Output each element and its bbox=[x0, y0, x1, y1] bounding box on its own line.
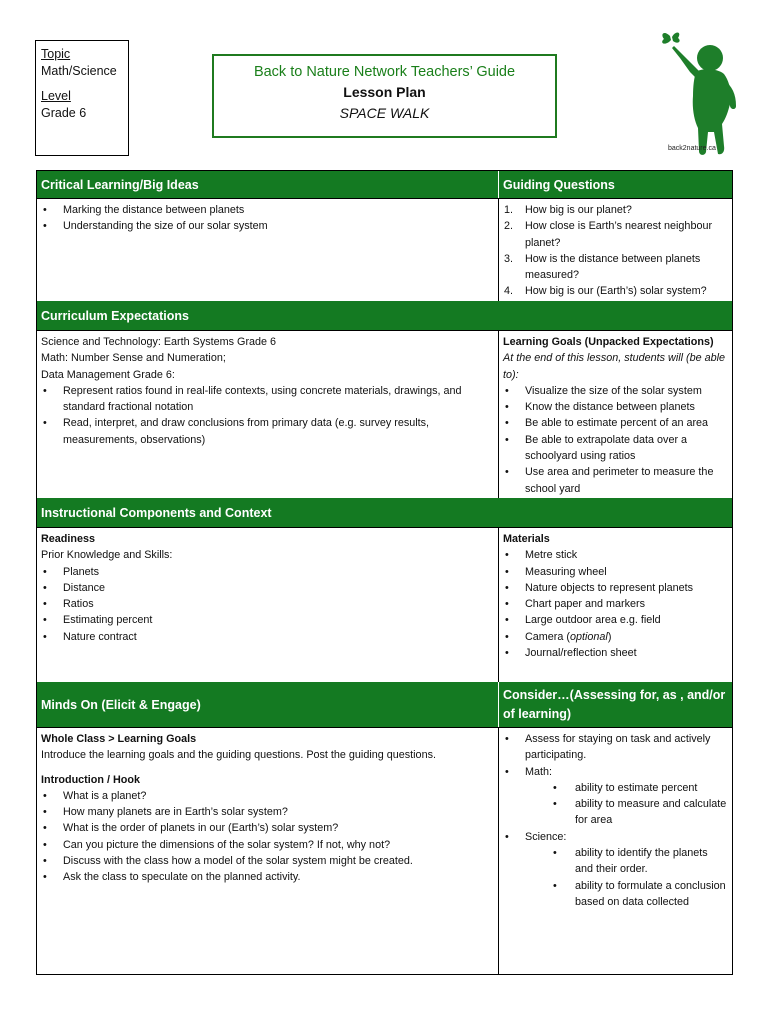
guide-title: Back to Nature Network Teachers’ Guide bbox=[253, 64, 516, 80]
materials-title: Materials bbox=[503, 533, 550, 545]
readiness-title: Readiness bbox=[41, 533, 96, 545]
minds-on-cell bbox=[37, 728, 498, 975]
list-item: • Visualize the size of the solar system bbox=[503, 383, 728, 399]
list-item: • Camera (optional) bbox=[503, 629, 728, 645]
list-item: • Assess for staying on task and actively participating. bbox=[503, 731, 728, 764]
list-item: • Metre stick bbox=[503, 547, 728, 563]
header-row-curriculum bbox=[37, 301, 732, 330]
list-item: • Marking the distance between planets bbox=[41, 202, 494, 218]
content-row-instructional bbox=[37, 527, 732, 683]
minds-on-heading: Minds On (Elicit & Engage) bbox=[41, 697, 201, 712]
child-butterfly-logo-icon bbox=[656, 28, 744, 160]
content-row-minds-on bbox=[37, 727, 732, 975]
header-row-minds-on bbox=[37, 682, 732, 727]
consider-cell bbox=[498, 728, 732, 975]
topic-level-box bbox=[35, 40, 129, 156]
learning-goals-title: Learning Goals (Unpacked Expectations) bbox=[503, 336, 714, 348]
learning-goals-intro: At the end of this lesson, students will (be able to): bbox=[503, 352, 726, 381]
list-item: • Large outdoor area e.g. field bbox=[503, 612, 728, 628]
list-item: • Measuring wheel bbox=[503, 564, 728, 580]
list-item: • Distance bbox=[41, 580, 494, 596]
curriculum-line: Science and Technology: Earth Systems Grade 6 bbox=[41, 336, 277, 348]
list-item: • Ask the class to speculate on the planned activity. bbox=[41, 869, 494, 885]
list-item: • Be able to extrapolate data over a schoolyard using ratios bbox=[503, 432, 728, 465]
level-label: Level bbox=[41, 89, 71, 103]
consider-heading: Consider…(Assessing for, as , and/or of learning) bbox=[498, 682, 732, 727]
readiness-intro: Prior Knowledge and Skills: bbox=[41, 549, 173, 562]
curriculum-line: Math: Number Sense and Numeration; bbox=[41, 352, 226, 365]
header-row-instructional bbox=[37, 498, 732, 527]
list-item: • Represent ratios found in real-life contexts, using concrete materials, drawings, and standard fractional notation bbox=[41, 383, 494, 416]
list-item: • Planets bbox=[41, 564, 494, 580]
content-row-critical bbox=[37, 198, 732, 302]
curriculum-line: Data Management Grade 6: bbox=[41, 368, 175, 381]
list-item: • Understanding the size of our solar system bbox=[41, 218, 494, 234]
list-item: • Ratios bbox=[41, 596, 494, 612]
list-item: • Journal/reflection sheet bbox=[503, 645, 728, 661]
learning-goals-cell bbox=[498, 331, 732, 499]
list-item: • Estimating percent bbox=[41, 612, 494, 628]
list-item: • Nature contract bbox=[41, 629, 494, 645]
list-item: • Science: bbox=[503, 829, 728, 845]
list-item: • How many planets are in Earth’s solar system? bbox=[41, 804, 494, 820]
list-item: 1. How big is our planet? bbox=[504, 204, 632, 216]
list-item: • ability to formulate a conclusion based on data collected bbox=[503, 878, 728, 911]
list-item: 4. How big is our (Earth’s) solar system? bbox=[504, 285, 707, 298]
list-item: • Nature objects to represent planets bbox=[503, 580, 728, 596]
list-item: • Know the distance between planets bbox=[503, 399, 728, 415]
list-item: • ability to identify the planets and their order. bbox=[503, 845, 728, 878]
intro-title: Introduction / Hook bbox=[41, 773, 140, 786]
topic-value: Math/Science bbox=[41, 64, 117, 78]
list-item: • What is a planet? bbox=[41, 788, 494, 804]
list-item: 2. How close is Earth’s nearest neighbour planet? bbox=[504, 220, 713, 249]
title-box bbox=[212, 54, 557, 138]
list-item: • ability to measure and calculate for area bbox=[503, 796, 728, 829]
level-value: Grade 6 bbox=[41, 106, 87, 120]
whole-class-text: Introduce the learning goals and the guiding questions. Post the guiding questions. bbox=[41, 749, 436, 762]
header-row-critical bbox=[37, 171, 732, 198]
instructional-heading: Instructional Components and Context bbox=[41, 505, 272, 520]
list-item: • Be able to estimate percent of an area bbox=[503, 415, 728, 431]
readiness-cell bbox=[37, 528, 498, 683]
curriculum-heading: Curriculum Expectations bbox=[41, 308, 189, 323]
list-item: 3. How is the distance between planets measured? bbox=[504, 252, 701, 282]
list-item: • Read, interpret, and draw conclusions from primary data (e.g. survey results, measurements, observations) bbox=[41, 415, 494, 448]
topic-label: Topic bbox=[41, 47, 71, 61]
guiding-cell bbox=[498, 199, 732, 302]
lesson-plan-table bbox=[36, 170, 733, 975]
list-item: • ability to estimate percent bbox=[503, 780, 728, 796]
list-item: • Math: bbox=[503, 764, 728, 780]
lesson-name: SPACE WALK bbox=[339, 105, 430, 121]
list-item: • Discuss with the class how a model of the solar system might be created. bbox=[41, 853, 494, 869]
curriculum-cell bbox=[37, 331, 498, 499]
materials-cell bbox=[498, 528, 732, 683]
content-row-curriculum bbox=[37, 330, 732, 499]
whole-class-title: Whole Class > Learning Goals bbox=[41, 733, 197, 745]
list-item: • What is the order of planets in our (Earth’s) solar system? bbox=[41, 820, 494, 836]
guiding-heading: Guiding Questions bbox=[498, 171, 732, 198]
doc-type: Lesson Plan bbox=[343, 84, 426, 100]
list-item: • Use area and perimeter to measure the school yard bbox=[503, 464, 728, 497]
critical-cell bbox=[37, 199, 498, 302]
critical-heading: Critical Learning/Big Ideas bbox=[41, 177, 199, 192]
list-item: • Can you picture the dimensions of the solar system? If not, why not? bbox=[41, 837, 494, 853]
logo-text: back2nature.ca bbox=[668, 145, 716, 152]
list-item: • Chart paper and markers bbox=[503, 596, 728, 612]
